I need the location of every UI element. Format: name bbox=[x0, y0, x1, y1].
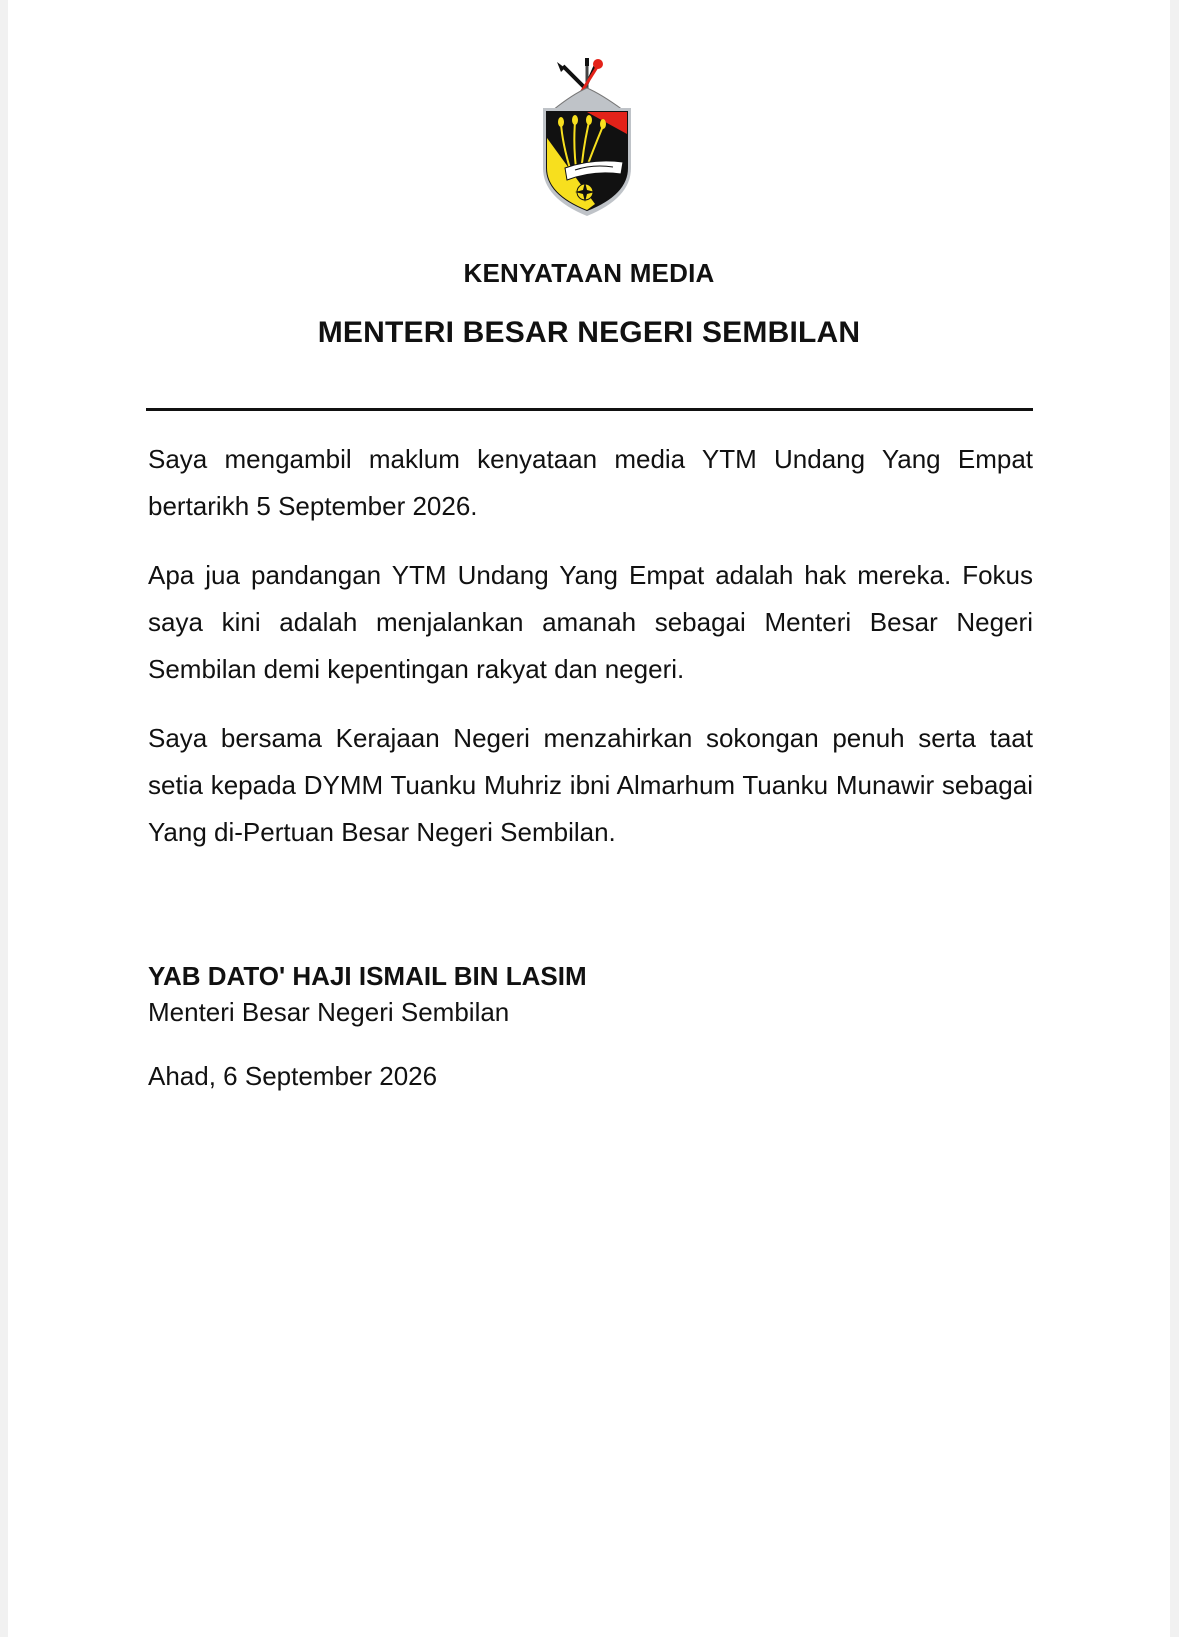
document-page bbox=[8, 0, 1170, 1637]
statement-body bbox=[148, 436, 1033, 878]
paragraph-1: Saya mengambil maklum kenyataan media YTM Undang Yang Empat bertarikh 5 September 2026. bbox=[148, 444, 1033, 521]
negeri-sembilan-crest-icon bbox=[543, 58, 653, 228]
divider-rule bbox=[146, 408, 1033, 411]
heading-issuer: MENTERI BESAR NEGERI SEMBILAN bbox=[317, 316, 861, 349]
statement-date: Ahad, 6 September 2026 bbox=[148, 1061, 438, 1091]
signatory-name: YAB DATO' HAJI ISMAIL BIN LASIM bbox=[148, 961, 587, 991]
paragraph-2: Apa jua pandangan YTM Undang Yang Empat adalah hak mereka. Fokus saya kini adalah menjalankan amanah sebagai Menteri Besar Negeri Sembilan demi kepentingan rakyat dan negeri. bbox=[148, 560, 1033, 684]
paragraph-3: Saya bersama Kerajaan Negeri menzahirkan sokongan penuh serta taat setia kepada DYMM Tuanku Muhriz ibni Almarhum Tuanku Munawir sebagai Yang di-Pertuan Besar Negeri Sembilan. bbox=[148, 723, 1033, 847]
signatory-title: Menteri Besar Negeri Sembilan bbox=[148, 997, 510, 1027]
signature-block bbox=[148, 958, 1033, 1094]
heading-media-statement: KENYATAAN MEDIA bbox=[463, 258, 715, 288]
